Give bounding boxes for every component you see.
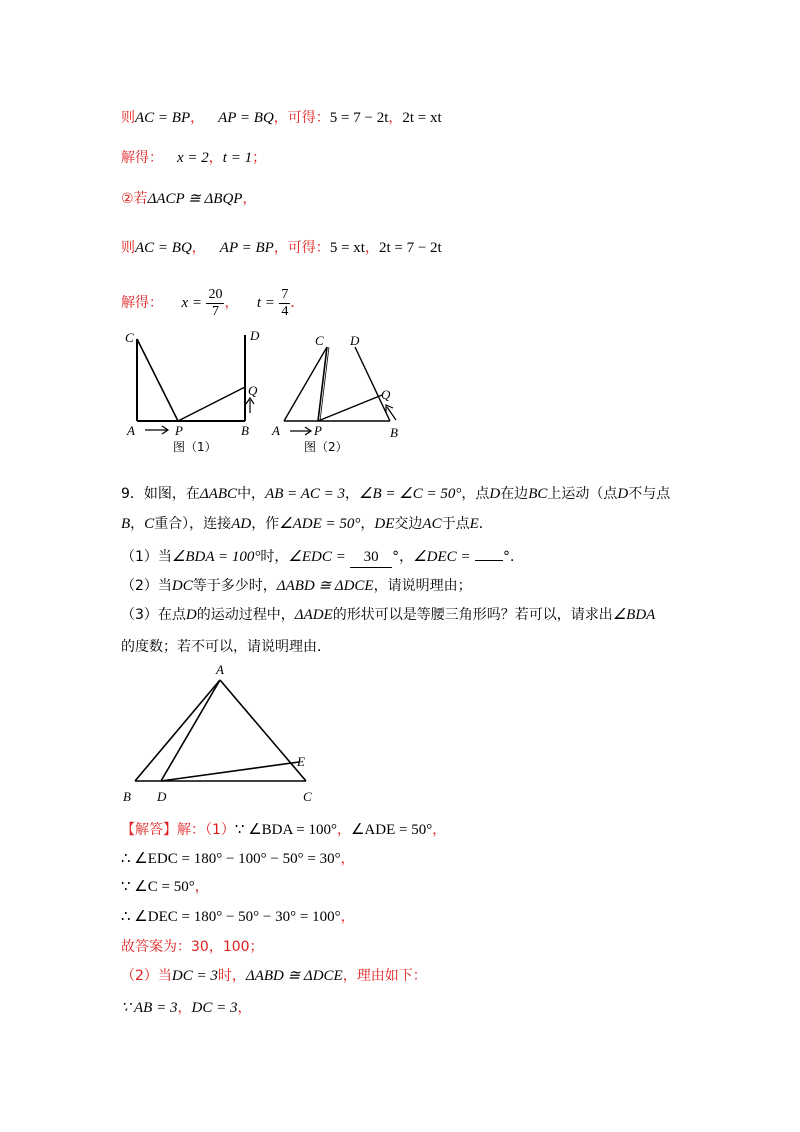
answer-line-4: ∴ ∠DEC = 180° − 50° − 30° = 100°， xyxy=(121,909,355,925)
text: 则 xyxy=(121,240,135,256)
figure-2 xyxy=(270,325,410,460)
text: 解得： xyxy=(121,150,163,166)
text: ； xyxy=(252,150,267,166)
text: ，可得： xyxy=(273,110,330,126)
answer-line-1: 【解答】解：（1）∵ ∠BDA = 100°，∠ADE = 50°， xyxy=(121,822,447,838)
label-a: A xyxy=(127,423,135,438)
answer-blank-2 xyxy=(475,560,503,561)
equation: 2t = 7 − 2t xyxy=(378,240,442,256)
label-b: B xyxy=(241,423,249,438)
fraction-t: $\frac{7}{4}$ xyxy=(281,286,289,319)
label-d: D xyxy=(350,333,360,348)
question-9-part-2: （2）当DC等于多少时，ΔABD ≅ ΔDCE，请说明理由； xyxy=(121,578,472,594)
text: ． xyxy=(290,295,305,311)
equation: 2t = xt xyxy=(402,110,442,126)
solution-line-3 xyxy=(121,189,256,209)
figure-1 xyxy=(115,325,270,460)
answer-line-5: 故答案为：30，100； xyxy=(121,939,264,955)
text: ②若 xyxy=(121,191,148,207)
text: ， xyxy=(364,240,379,256)
figure-triangle xyxy=(115,660,330,810)
question-9-line-1: 9．如图，在ΔABC中，AB = AC = 3，∠B = ∠C = 50°，点D在边BC上运动（点D不与点 xyxy=(121,486,671,502)
equation: AP = BQ xyxy=(218,110,274,126)
text: ， xyxy=(208,150,223,166)
equation: AC = BP xyxy=(135,110,191,126)
text: ， xyxy=(191,240,206,256)
label-c: C xyxy=(303,789,312,804)
label-q: Q xyxy=(381,387,391,402)
label-d: D xyxy=(157,789,167,804)
label-b: B xyxy=(123,789,131,804)
label-a: A xyxy=(272,423,280,438)
text: ， xyxy=(242,191,257,207)
answer-blank-1: 30 xyxy=(350,547,392,568)
text: ， xyxy=(224,295,239,311)
label-d: D xyxy=(250,328,260,343)
text: 解得： xyxy=(121,295,163,311)
label-e: E xyxy=(297,754,305,769)
text: 则 xyxy=(121,110,135,126)
label-p: P xyxy=(314,423,322,438)
question-9-line-2: B，C重合），连接AD，作∠ADE = 50°，DE交边AC于点E． xyxy=(121,516,493,532)
answer-line-2: ∴ ∠EDC = 180° − 100° − 50° = 30°， xyxy=(121,851,355,867)
equation: 5 = 7 − 2t xyxy=(329,110,389,126)
equation: ΔACP ≅ ΔBQP xyxy=(147,191,243,207)
equation: AP = BP xyxy=(219,240,274,256)
question-9-part-3: （3）在点D的运动过程中，ΔADE的形状可以是等腰三角形吗？若可以，请求出∠BDA xyxy=(121,607,656,623)
label-c: C xyxy=(125,330,134,345)
text: ， xyxy=(190,110,205,126)
equation: 5 = xt xyxy=(329,240,365,256)
label-c: C xyxy=(315,333,324,348)
figure-caption: 图（1） xyxy=(173,440,217,454)
equation: x = 2 xyxy=(177,150,209,166)
question-9-part-1: （1）当∠BDA = 100°时，∠EDC = 30 °，∠DEC = °． xyxy=(121,547,524,568)
label-b: B xyxy=(390,425,398,440)
label-a: A xyxy=(216,662,224,677)
figure-caption: 图（2） xyxy=(304,440,348,454)
solution-line-4 xyxy=(121,238,442,258)
label-p: P xyxy=(175,423,183,438)
answer-line-6: （2）当DC = 3时，ΔABD ≅ ΔDCE，理由如下： xyxy=(121,968,427,984)
text: ， xyxy=(388,110,403,126)
equation: t = xyxy=(256,295,275,311)
equation: AC = BQ xyxy=(135,240,192,256)
answer-line-3: ∵ ∠C = 50°， xyxy=(121,879,209,895)
question-9-part-3-cont: 的度数；若不可以，请说明理由. xyxy=(121,639,322,655)
text: ，可得： xyxy=(273,240,330,256)
solution-line-2 xyxy=(121,148,266,168)
answer-line-7: ∵ AB = 3，DC = 3， xyxy=(121,1000,252,1016)
label-q: Q xyxy=(248,383,258,398)
equation: x = xyxy=(181,295,202,311)
solution-line-1 xyxy=(121,108,442,128)
solution-line-5 xyxy=(121,283,304,323)
equation: t = 1 xyxy=(222,150,253,166)
fraction-x: $\frac{20}{7}$ xyxy=(208,286,223,319)
